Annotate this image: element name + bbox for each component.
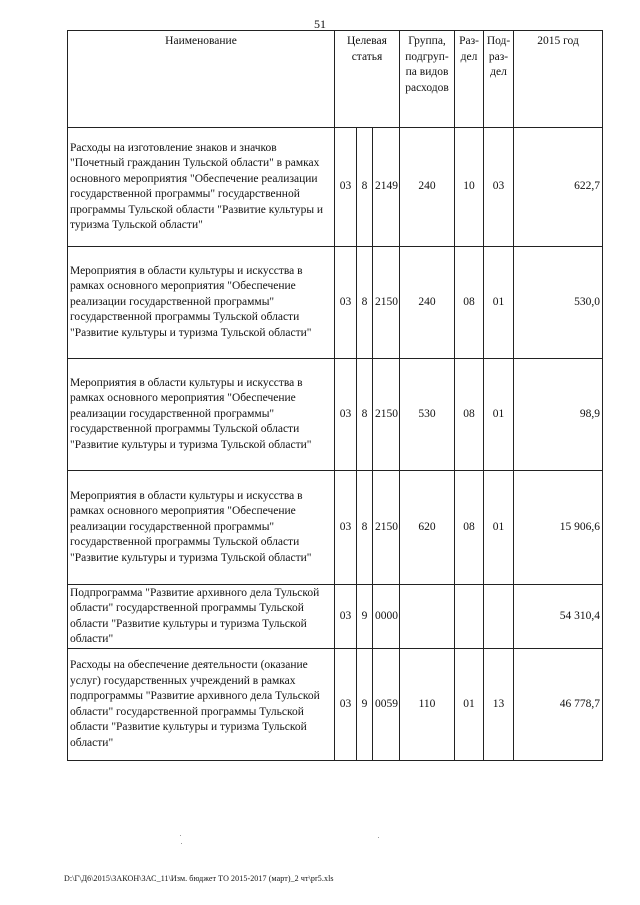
target-article-subprogram-cell: 8 xyxy=(357,247,373,359)
amount-cell: 15 906,6 xyxy=(514,471,603,585)
name-cell: Подпрограмма "Развитие архивного дела Тульской области" государственной программы Тульской области "Развитие культуры и туризма Тульской области" xyxy=(68,585,335,649)
header-section: Раз-дел xyxy=(455,31,484,128)
amount-cell: 530,0 xyxy=(514,247,603,359)
header-expense-group: Группа, подгруп-па видов расходов xyxy=(400,31,455,128)
expense-group-cell: 620 xyxy=(400,471,455,585)
expense-group-cell: 530 xyxy=(400,359,455,471)
scan-speck xyxy=(181,843,182,844)
subsection-cell xyxy=(484,585,514,649)
name-cell: Мероприятия в области культуры и искусства в рамках основного мероприятия "Обеспечение реализации государственной программы" государственной программы Тульской области "Развитие культуры и туризма Тульской области" xyxy=(68,247,335,359)
name-cell: Мероприятия в области культуры и искусства в рамках основного мероприятия "Обеспечение реализации государственной программы" государственной программы Тульской области "Развитие культуры и туризма Тульской области" xyxy=(68,471,335,585)
name-cell: Расходы на изготовление знаков и значков "Почетный гражданин Тульской области" в рамках основного мероприятия "Обеспечение реализации государственной программы" государственной программы Тульской области "Развитие культуры и туризма Тульской области" xyxy=(68,128,335,247)
target-article-subprogram-cell: 8 xyxy=(357,471,373,585)
target-article-program-cell: 03 xyxy=(335,585,357,649)
expense-group-cell: 240 xyxy=(400,247,455,359)
section-cell: 10 xyxy=(455,128,484,247)
table-row xyxy=(68,359,603,471)
target-article-direction-cell: 2150 xyxy=(373,471,400,585)
section-cell: 08 xyxy=(455,359,484,471)
scan-speck xyxy=(378,837,379,838)
target-article-program-cell: 03 xyxy=(335,128,357,247)
budget-table xyxy=(67,30,603,761)
table-row xyxy=(68,649,603,761)
target-article-subprogram-cell: 9 xyxy=(357,649,373,761)
target-article-subprogram-cell: 8 xyxy=(357,128,373,247)
scan-speck xyxy=(180,835,181,836)
amount-cell: 98,9 xyxy=(514,359,603,471)
table-header-row xyxy=(68,31,603,128)
target-article-direction-cell: 0000 xyxy=(373,585,400,649)
amount-cell: 622,7 xyxy=(514,128,603,247)
table-row xyxy=(68,585,603,649)
target-article-program-cell: 03 xyxy=(335,247,357,359)
target-article-subprogram-cell: 9 xyxy=(357,585,373,649)
target-article-program-cell: 03 xyxy=(335,471,357,585)
section-cell xyxy=(455,585,484,649)
target-article-direction-cell: 2149 xyxy=(373,128,400,247)
subsection-cell: 01 xyxy=(484,247,514,359)
subsection-cell: 01 xyxy=(484,471,514,585)
table-row xyxy=(68,247,603,359)
target-article-program-cell: 03 xyxy=(335,359,357,471)
subsection-cell: 03 xyxy=(484,128,514,247)
name-cell: Мероприятия в области культуры и искусства в рамках основного мероприятия "Обеспечение реализации государственной программы" государственной программы Тульской области "Развитие культуры и туризма Тульской области" xyxy=(68,359,335,471)
section-cell: 01 xyxy=(455,649,484,761)
table-row xyxy=(68,471,603,585)
header-year: 2015 год xyxy=(514,31,603,128)
subsection-cell: 13 xyxy=(484,649,514,761)
name-cell: Расходы на обеспечение деятельности (оказание услуг) государственных учреждений в рамках подпрограммы "Развитие архивного дела Тульской области" государственной программы Тульской области "Развитие культуры и туризма Тульской области" xyxy=(68,649,335,761)
expense-group-cell: 240 xyxy=(400,128,455,247)
subsection-cell: 01 xyxy=(484,359,514,471)
section-cell: 08 xyxy=(455,471,484,585)
header-target-article: Целевая статья xyxy=(335,31,400,128)
page-number: 51 xyxy=(314,17,326,31)
file-path-footer: D:\Г\Д6\2015\ЗАКОН\ЗАС_11\Изм. бюджет ТО 2015-2017 (март)_2 чт\pr5.xls xyxy=(64,874,334,883)
target-article-direction-cell: 0059 xyxy=(373,649,400,761)
target-article-program-cell: 03 xyxy=(335,649,357,761)
target-article-direction-cell: 2150 xyxy=(373,247,400,359)
expense-group-cell xyxy=(400,585,455,649)
target-article-direction-cell: 2150 xyxy=(373,359,400,471)
header-name: Наименование xyxy=(68,31,335,128)
target-article-subprogram-cell: 8 xyxy=(357,359,373,471)
section-cell: 08 xyxy=(455,247,484,359)
table-row xyxy=(68,128,603,247)
amount-cell: 46 778,7 xyxy=(514,649,603,761)
header-subsection: Под-раз-дел xyxy=(484,31,514,128)
expense-group-cell: 110 xyxy=(400,649,455,761)
amount-cell: 54 310,4 xyxy=(514,585,603,649)
